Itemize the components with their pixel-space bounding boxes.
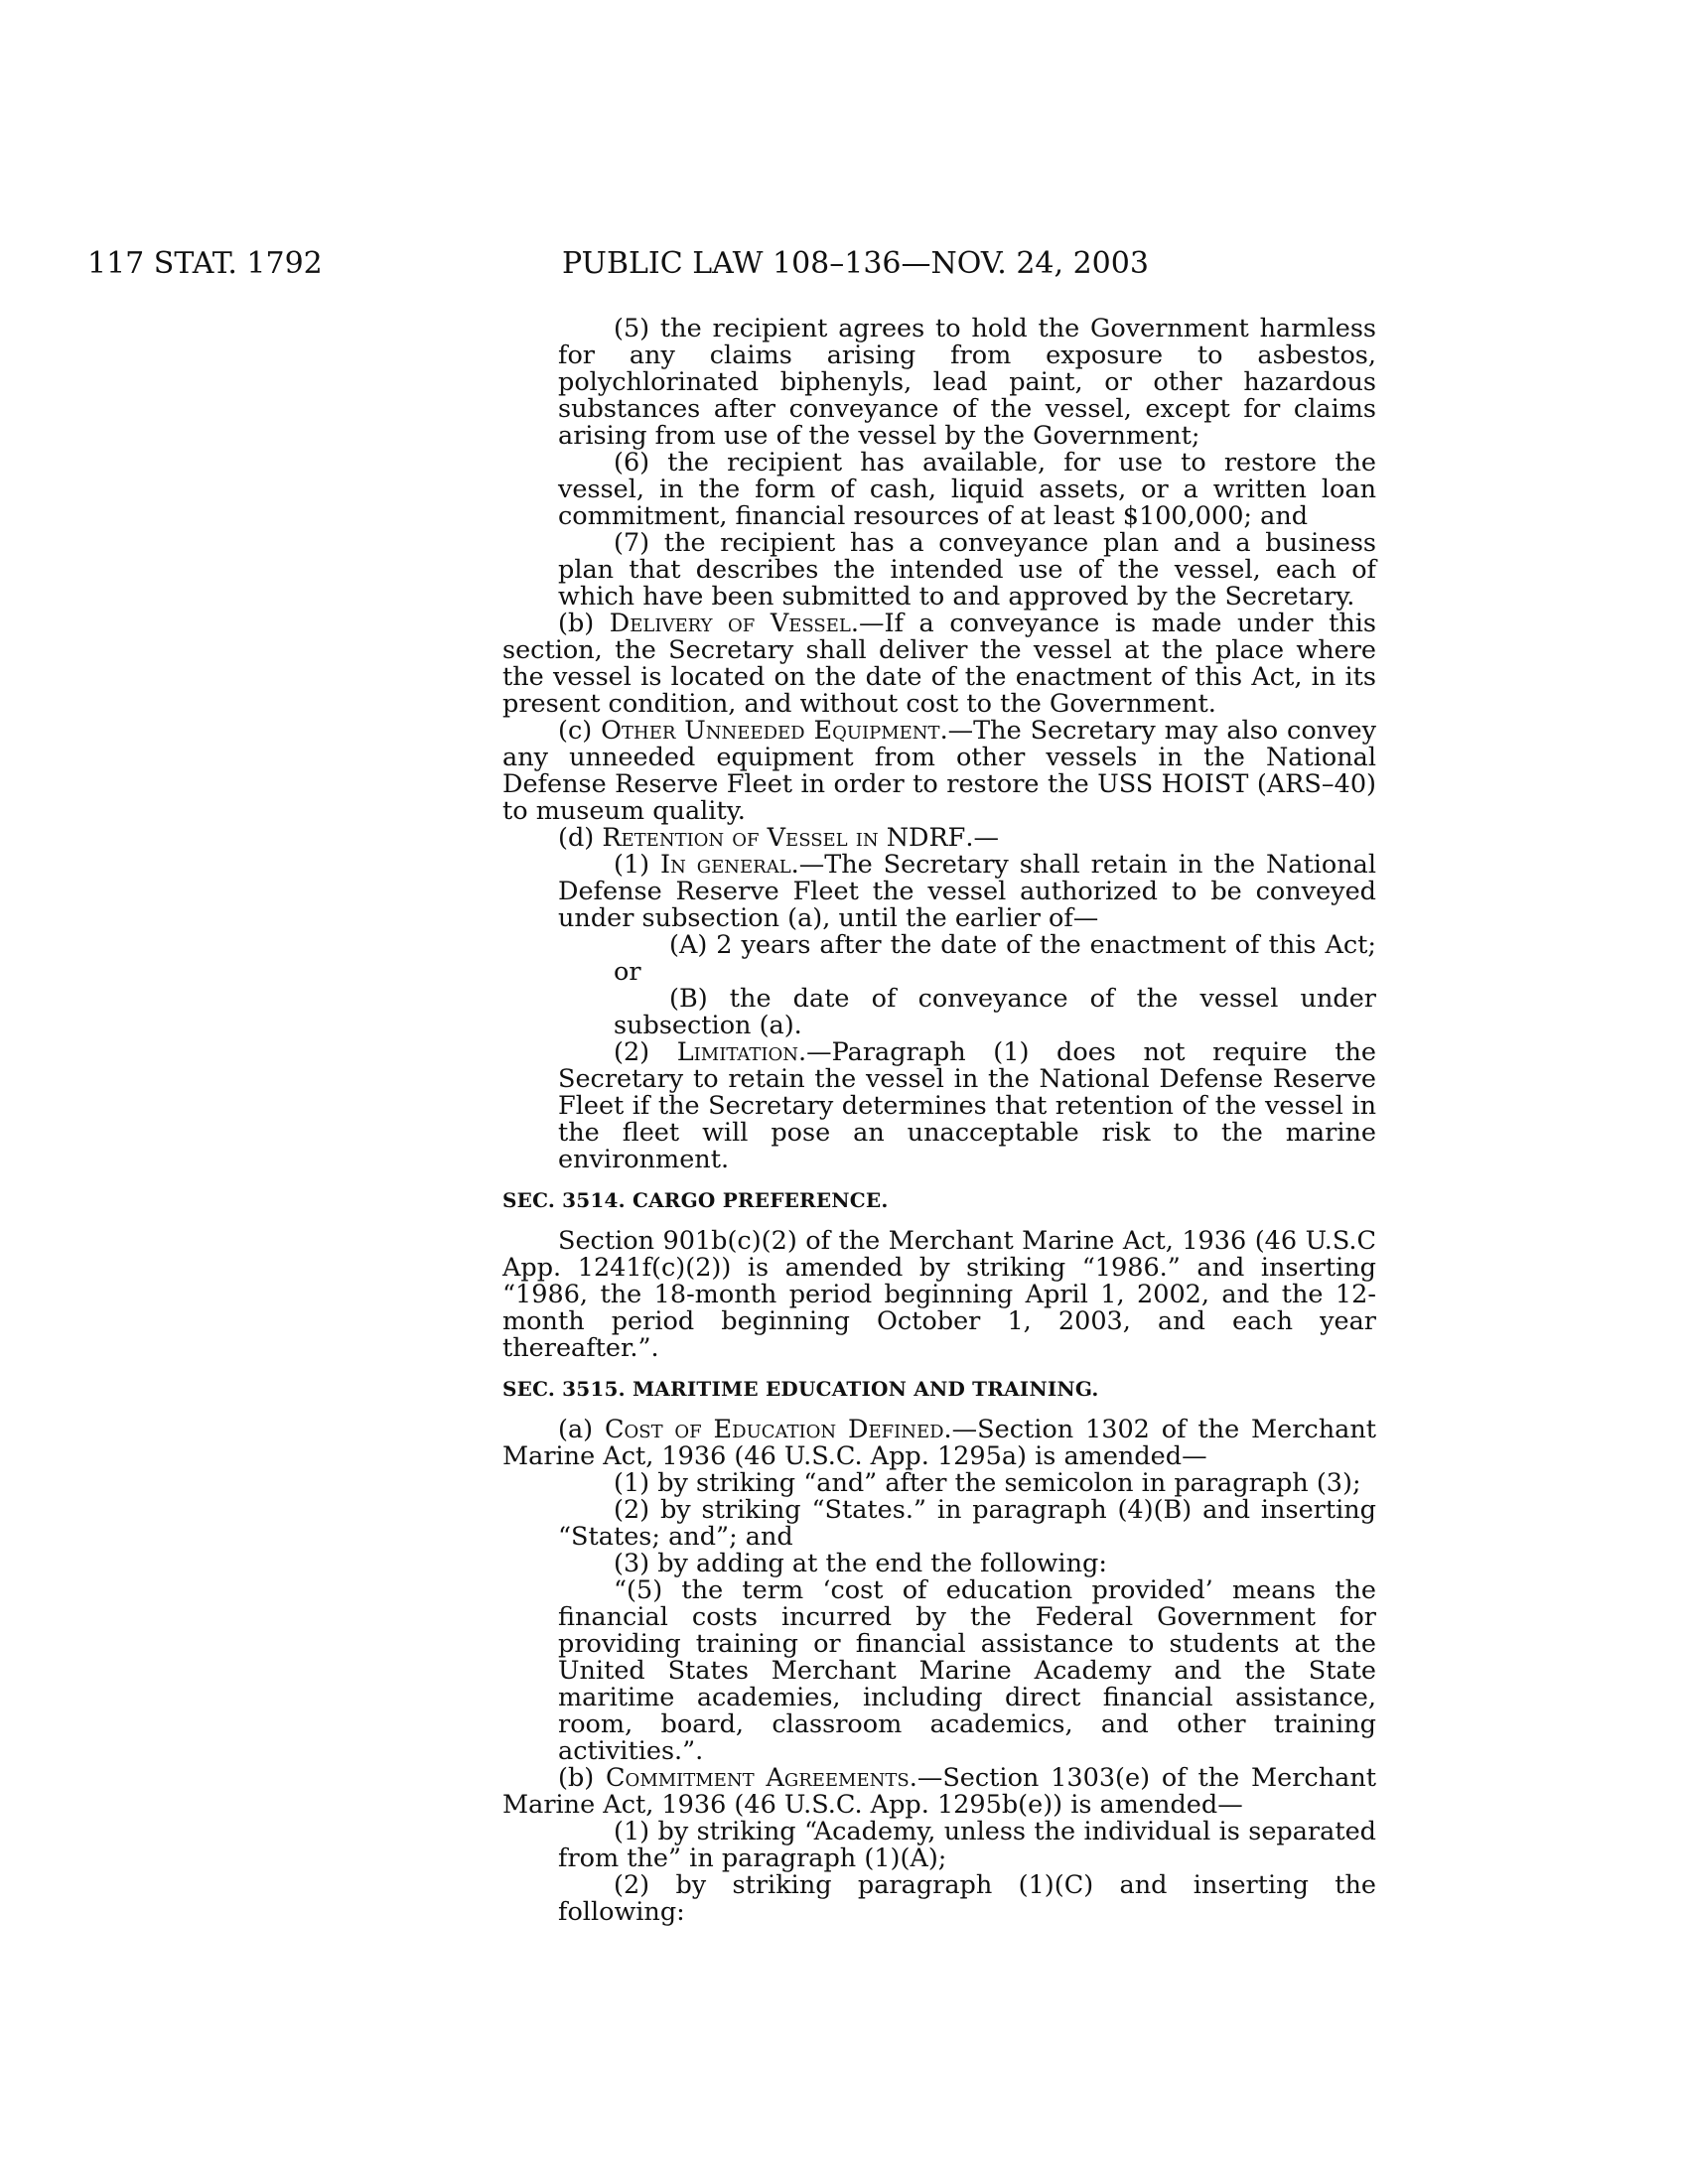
running-head bbox=[0, 246, 1688, 286]
paragraph-7: (7) the recipient has a conveyance plan and a business plan that describes the intended use of the vessel, each of which have been submitted to and approved by the Secretary. bbox=[558, 528, 1376, 612]
section-3514-heading: SEC. 3514. CARGO PREFERENCE. bbox=[502, 1188, 889, 1212]
paragraph-heading: In general bbox=[660, 850, 791, 880]
amendment-1: (1) by striking “and” after the semicolon in paragraph (3); bbox=[614, 1468, 1361, 1498]
section-3515-heading: SEC. 3515. MARITIME EDUCATION AND TRAINING. bbox=[502, 1377, 1099, 1401]
paragraph-5: (5) the recipient agrees to hold the Government harmless for any claims arising from exposure to asbestos, polychlorinated biphenyls, lead paint, or other hazardous substances after conveyance of the vessel, except for claims arising from use of the vessel by the Government; bbox=[558, 314, 1376, 451]
paragraph-heading: Limitation bbox=[676, 1037, 798, 1067]
subsection-a-cost: (a) Cost of Education Defined.—Section 1302 of the Merchant Marine Act, 1936 (46 U.S.C. App. 1295a) is amended— bbox=[502, 1415, 1376, 1471]
section-3514-text: Section 901b(c)(2) of the Merchant Marine Act, 1936 (46 U.S.C App. 1241f(c)(2)) is amended by striking “1986.” and inserting “1986, the 18-month period beginning April 1, 2002, and the 12-month period beginning October 1, 2003, and each year thereafter.”. bbox=[502, 1226, 1376, 1363]
subsection-heading: Retention of Vessel in NDRF bbox=[602, 823, 966, 853]
amendment-2: (2) by striking “States.” in paragraph (4)(B) and inserting “States; and”; and bbox=[558, 1495, 1376, 1552]
subsection-heading: Commitment Agreements bbox=[606, 1763, 910, 1793]
subsection-c-equipment: (c) Other Unneeded Equipment.—The Secretary may also convey any unneeded equipment from other vessels in the National Defense Reserve Fleet in order to restore the USS HOIST (ARS–40) to museum quality. bbox=[502, 716, 1377, 826]
commitment-amendment-1: (1) by striking “Academy, unless the individual is separated from the” in paragraph (1)(A); bbox=[558, 1817, 1376, 1873]
amendment-3: (3) by adding at the end the following: bbox=[614, 1549, 1107, 1578]
paragraph-d1: (1) In general.—The Secretary shall retain in the National Defense Reserve Fleet the vessel authorized to be conveyed under subsection (a), until the earlier of— bbox=[558, 850, 1376, 933]
subparagraph-B: (B) the date of conveyance of the vessel under subsection (a). bbox=[614, 984, 1376, 1040]
paragraph-d2: (2) Limitation.—Paragraph (1) does not require the Secretary to retain the vessel in the National Defense Reserve Fleet if the Secretary determines that retention of the vessel in the fleet will pose an unacceptable risk to the marine environment. bbox=[558, 1037, 1376, 1174]
commitment-amendment-2: (2) by striking paragraph (1)(C) and inserting the following: bbox=[558, 1870, 1376, 1927]
page-number: 117 STAT. 1792 bbox=[87, 246, 323, 281]
subsection-heading: Delivery of Vessel bbox=[609, 609, 851, 638]
subsection-heading: Other Unneeded Equipment bbox=[601, 716, 940, 746]
paragraph-6: (6) the recipient has available, for use to restore the vessel, in the form of cash, liquid assets, or a written loan commitment, financial resources of at least $100,000; and bbox=[558, 448, 1376, 531]
subsection-b-commitment: (b) Commitment Agreements.—Section 1303(e) of the Merchant Marine Act, 1936 (46 U.S.C. App. 1295b(e)) is amended— bbox=[502, 1763, 1377, 1820]
running-title: PUBLIC LAW 108–136—NOV. 24, 2003 bbox=[562, 246, 1149, 281]
subparagraph-A: (A) 2 years after the date of the enactment of this Act; or bbox=[614, 930, 1376, 987]
subsection-heading: Cost of Education Defined bbox=[604, 1415, 944, 1444]
body-text bbox=[502, 316, 1376, 1926]
subsection-d-retention: (d) Retention of Vessel in NDRF.— bbox=[558, 823, 999, 853]
quoted-definition: “(5) the term ‘cost of education provided’ means the financial costs incurred by the Federal Government for providing training or financial assistance to students at the United States Merchant Marine Academy and the State maritime academies, including direct financial assistance, room, board, classroom academics, and other training activities.”. bbox=[558, 1575, 1376, 1766]
subsection-b-delivery: (b) Delivery of Vessel.—If a conveyance is made under this section, the Secretary shall deliver the vessel at the place where the vessel is located on the date of the enactment of this Act, in its present condition, and without cost to the Government. bbox=[502, 609, 1376, 719]
